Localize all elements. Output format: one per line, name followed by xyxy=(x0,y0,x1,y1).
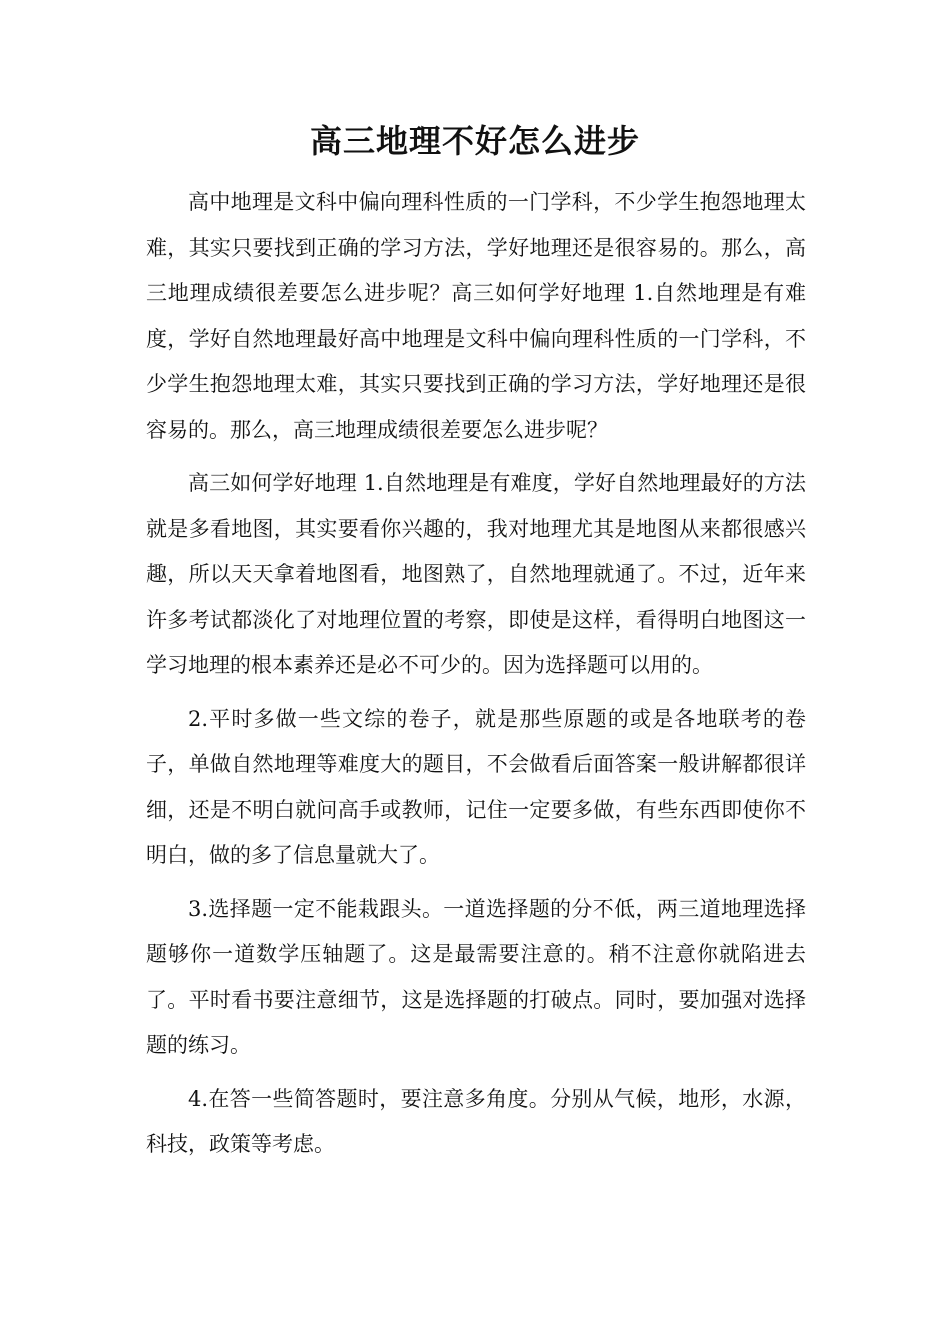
paragraph-intro: 高中地理是文科中偏向理科性质的一门学科，不少学生抱怨地理太难，其实只要找到正确的学习方法，学好地理还是很容易的。那么，高三地理成绩很差要怎么进步呢？高三如何学好地理 1.自然地理是有难度，学好自然地理最好高中地理是文科中偏向理科性质的一门学科，不少学生抱怨地理太难，其实只要找到正确的学习方法，学好地理还是很容易的。那么，高三地理成绩很差要怎么进步呢？ xyxy=(146,190,806,442)
paragraph-method-3: 3.选择题一定不能栽跟头。一道选择题的分不低，两三道地理选择题够你一道数学压轴题了。这是最需要注意的。稍不注意你就陷进去了。平时看书要注意细节，这是选择题的打破点。同时，要加强对选择题的练习。 xyxy=(146,896,806,1057)
paragraph-method-4: 4.在答一些简答题时，要注意多角度。分别从气候，地形，水源，科技，政策等考虑。 xyxy=(146,1086,806,1156)
document-title: 高三地理不好怎么进步 xyxy=(309,122,640,160)
paragraph-method-2: 2.平时多做一些文综的卷子，就是那些原题的或是各地联考的卷子，单做自然地理等难度大的题目，不会做看后面答案一般讲解都很详细，还是不明白就问高手或教师，记住一定要多做，有些东西即使你不明白，做的多了信息量就大了。 xyxy=(146,706,806,867)
paragraph-method-1: 高三如何学好地理 1.自然地理是有难度，学好自然地理最好的方法就是多看地图，其实要看你兴趣的，我对地理尤其是地图从来都很感兴趣，所以天天拿着地图看，地图熟了，自然地理就通了。不过，近年来许多考试都淡化了对地理位置的考察，即使是这样，看得明白地图这一学习地理的根本素养还是必不可少的。因为选择题可以用的。 xyxy=(146,471,806,677)
document-body xyxy=(146,180,806,1176)
